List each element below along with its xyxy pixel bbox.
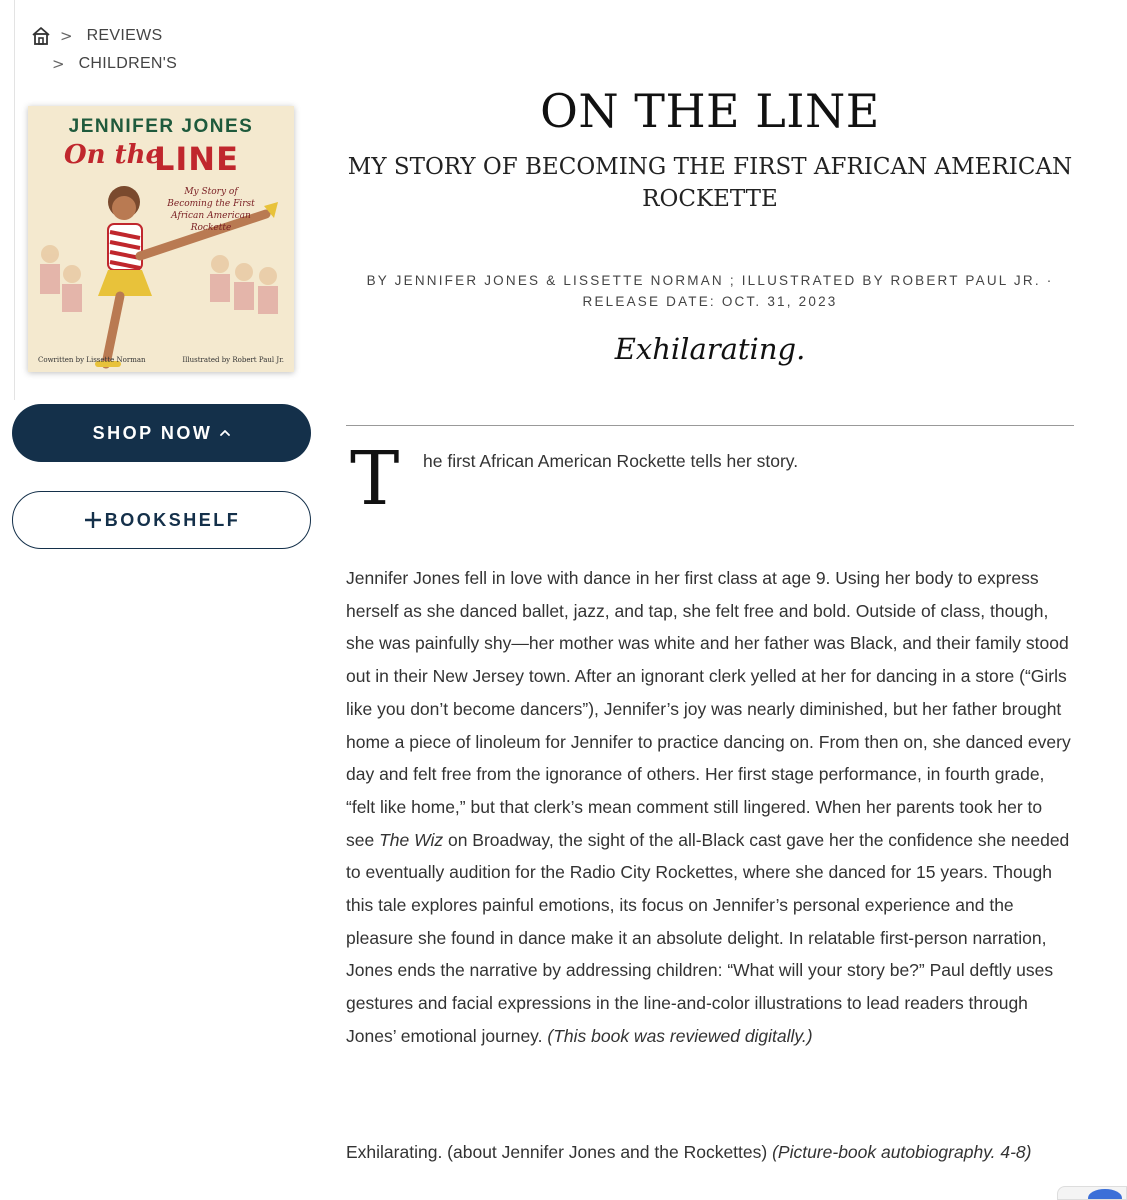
- book-cover-image: [28, 106, 294, 372]
- cover-subtitle-line: My Story of: [184, 187, 238, 197]
- closing-category: (Picture-book autobiography. 4-8): [772, 1142, 1032, 1162]
- book-subtitle-line: MY STORY OF BECOMING THE FIRST AFRICAN AMERICAN: [347, 154, 1073, 180]
- cover-title-part2: LINE: [154, 140, 239, 178]
- add-to-bookshelf-button[interactable]: [12, 491, 311, 549]
- book-subtitle: [346, 151, 1074, 215]
- cover-author: JENNIFER JONES: [68, 116, 254, 137]
- breadcrumb-childrens-link[interactable]: CHILDREN'S: [78, 55, 178, 72]
- review-lead: he first African American Rockette tells her story.: [423, 451, 799, 471]
- breadcrumb-reviews-link[interactable]: REVIEWS: [86, 27, 163, 44]
- review-body-part2: on Broadway, the sight of the all-Black cast gave her the confidence she needed to eventually audition for the Radio City Rockettes, where she danced for 15 years. Though this tale explores painful emotions, its focus on Jennifer’s personal experience and the pleasure she found in dance make it an absolute delight. In relatable first-person narration, Jones ends the narrative by addressing children: “What will your story be?” Paul deftly uses gestures and facial expressions in the line-and-color illustrations to lead readers through Jones’ emotional journey.: [346, 829, 1070, 1046]
- breadcrumb-separator: >: [52, 55, 65, 73]
- plus-icon: [83, 510, 103, 530]
- home-icon[interactable]: [30, 25, 52, 47]
- divider: [346, 425, 1074, 426]
- left-rail: [0, 0, 15, 400]
- recaptcha-logo-icon: [1088, 1189, 1122, 1200]
- review-body: [346, 562, 1074, 1053]
- book-subtitle-line: ROCKETTE: [642, 186, 778, 212]
- review-closing: [346, 1136, 1074, 1169]
- page-title: ON THE LINE: [540, 84, 880, 138]
- breadcrumb-separator: >: [60, 27, 73, 45]
- chevron-up-icon: [220, 428, 230, 438]
- pull-quote: Exhilarating.: [614, 332, 806, 366]
- cover-cowriter-credit: Cowritten by Lissette Norman: [38, 356, 146, 364]
- breadcrumb-row-1: [30, 22, 177, 50]
- shop-now-label: SHOP NOW: [92, 422, 213, 443]
- cover-illustrator-credit: Illustrated by Robert Paul Jr.: [182, 356, 284, 364]
- cover-subtitle-line: Becoming the First: [167, 199, 255, 209]
- show-title: The Wiz: [379, 829, 444, 850]
- cover-subtitle-line: Rockette: [190, 223, 232, 233]
- release-date: RELEASE DATE: OCT. 31, 2023: [582, 294, 838, 309]
- drop-cap: T: [350, 436, 400, 522]
- digital-review-note: (This book was reviewed digitally.): [547, 1025, 813, 1046]
- closing-summary: Exhilarating. (about Jennifer Jones and the Rockettes): [346, 1142, 773, 1162]
- cover-subtitle-line: African American: [171, 211, 251, 221]
- cover-subtitle: [156, 186, 266, 234]
- recaptcha-badge[interactable]: [1057, 1186, 1127, 1200]
- breadcrumb-row-2: [30, 50, 177, 78]
- review-body-part1: Jennifer Jones fell in love with dance in her first class at age 9. Using her body to express herself as she danced ballet, jazz, and tap, she felt free and bold. Outside of class, though, she was painfully shy—her mother was white and her father was Black, and their family stood out in their New Jersey town. After an ignorant clerk yelled at her for dancing in a store (“Girls like you don’t become dancers”), Jennifer’s joy was nearly diminished, but her father brought home a piece of linoleum for Jennifer to practice dancing on. From then on, she danced every day and felt free from the ignorance of others. Her first stage performance, in fourth grade, “felt like home,” but that clerk’s mean comment still lingered. When her parents took her to see: [346, 568, 1071, 850]
- byline-authors: BY JENNIFER JONES & LISSETTE NORMAN ; ILLUSTRATED BY ROBERT PAUL JR. ·: [366, 273, 1054, 288]
- shop-now-button[interactable]: [12, 404, 311, 462]
- cover-title-part1: On the: [64, 140, 163, 170]
- byline: [346, 270, 1074, 312]
- bookshelf-label: BOOKSHELF: [104, 509, 241, 530]
- breadcrumb: [30, 22, 177, 78]
